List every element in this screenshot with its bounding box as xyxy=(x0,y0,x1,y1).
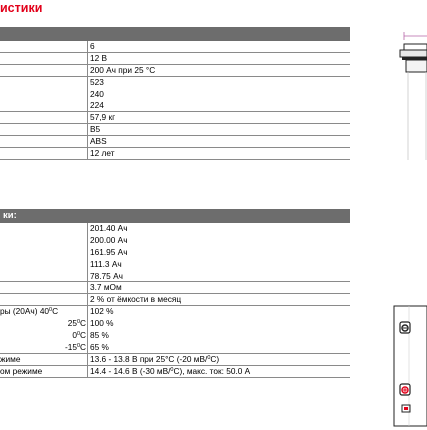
table-cell-label: $0^0С$ xyxy=(72,330,86,341)
table-cell-value: 102 % xyxy=(90,306,114,317)
table-row xyxy=(0,235,350,247)
table-row xyxy=(0,77,350,89)
performance-table-header: ки: xyxy=(0,209,350,223)
table-cell-value: 100 % xyxy=(90,318,114,329)
specs-table xyxy=(0,27,350,160)
table-row xyxy=(0,318,350,330)
table-cell-value: 65 % xyxy=(90,341,109,352)
table-row xyxy=(0,53,350,65)
table-cell-label: ры (20Ач) $40^0С$ xyxy=(0,306,59,317)
table-row xyxy=(0,247,350,259)
table-row xyxy=(0,223,350,235)
table-row xyxy=(0,282,350,294)
specs-table-header xyxy=(0,27,350,41)
table-cell-value: 200.00 Ач xyxy=(90,234,128,245)
battery-top-drawing-icon xyxy=(393,305,427,427)
table-row xyxy=(0,112,350,124)
performance-table xyxy=(0,209,350,378)
table-cell-value: ABS xyxy=(90,136,107,147)
table-row xyxy=(0,306,350,318)
table-row xyxy=(0,100,350,112)
table-row xyxy=(0,124,350,136)
table-row xyxy=(0,330,350,342)
table-row xyxy=(0,136,350,148)
table-cell-value: 78.75 Ач xyxy=(90,270,123,281)
table-cell-value: 523 xyxy=(90,76,104,87)
table-row xyxy=(0,65,350,77)
table-cell-value: 2 % от ёмкости в месяц xyxy=(90,294,182,305)
table-row xyxy=(0,342,350,354)
table-cell-value: 224 xyxy=(90,100,104,111)
table-cell-label: $-15^0С$ xyxy=(64,341,86,352)
table-cell-value: 240 xyxy=(90,88,104,99)
table-cell-value: 12 В xyxy=(90,52,108,63)
table-cell-label: жиме xyxy=(0,353,21,364)
table-cell-label: $25^0С$ xyxy=(67,318,86,329)
table-row xyxy=(0,294,350,306)
table-cell-value: 14.4 - 14.6 В (-30 мВ/$^0$С), макс. ток: 50.0 А xyxy=(90,365,251,376)
section-title: истики xyxy=(0,1,43,15)
table-row xyxy=(0,271,350,283)
table-row xyxy=(0,148,350,160)
table-cell-value: 85 % xyxy=(90,330,109,341)
table-cell-label: ом режиме xyxy=(0,365,43,376)
table-row xyxy=(0,89,350,101)
table-row xyxy=(0,354,350,366)
table-cell-value: 200 Ач при 25 °С xyxy=(90,64,156,75)
table-cell-value: 57,9 кг xyxy=(90,112,116,123)
table-row xyxy=(0,366,350,378)
table-cell-value: 13.6 - 13.8 В при 25°С (-20 мВ/$^0$С) xyxy=(90,353,220,364)
table-row xyxy=(0,259,350,271)
table-cell-value: В5 xyxy=(90,124,101,135)
table-cell-value: 161.95 Ач xyxy=(90,246,128,257)
table-cell-value: 111.3 Ач xyxy=(90,258,122,269)
battery-side-drawing-icon xyxy=(390,30,427,165)
table-cell-value: 12 лет xyxy=(90,148,115,159)
table-cell-value: 201.40 Ач xyxy=(90,223,128,233)
table-row xyxy=(0,41,350,53)
table-cell-value: 3.7 мОм xyxy=(90,282,122,293)
table-cell-value: 6 xyxy=(90,41,95,51)
